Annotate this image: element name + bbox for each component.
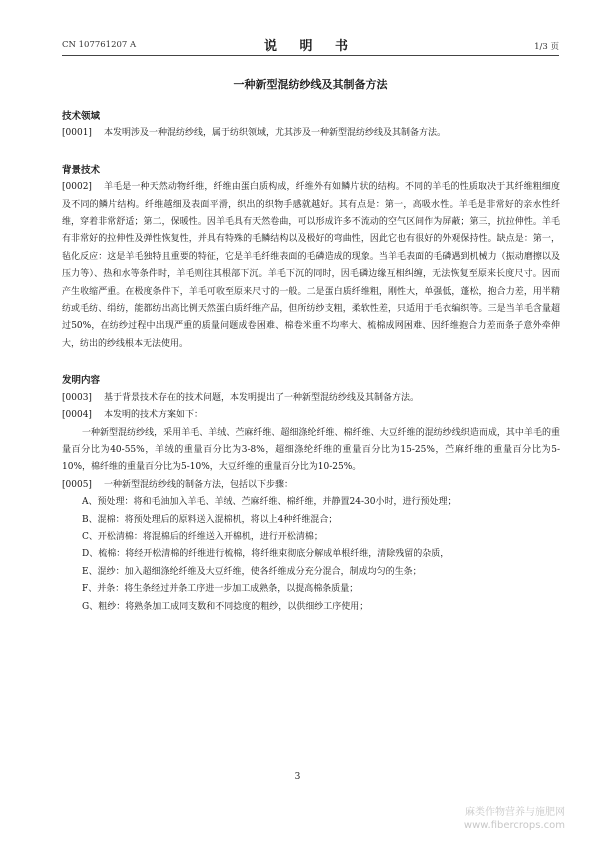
paragraph-number: [0004]	[62, 410, 92, 421]
page-indicator: 1/3 页	[534, 42, 559, 52]
section-heading-background: 背景技术	[62, 164, 101, 176]
paragraph-number: [0005]	[62, 479, 92, 490]
page-number: 3	[294, 772, 301, 782]
paragraph-0003	[62, 390, 560, 407]
paragraph-0004-body: 一种新型混纺纱线，采用羊毛、羊绒、苎麻纤维、超细涤纶纤维、棉纤维、大豆纤维的混纺纱线织造而成，其中羊毛的重量百分比为40-55%，羊绒的重量百分比为3-8%，超细涤纶纤维的重量百分比为15-25%，苎麻纤维的重量百分比为5-10%，棉纤维的重量百分比为5-10%，大豆纤维的重量百分比为10-25%。	[62, 427, 560, 473]
document-title: 一种新型混纺纱线及其制备方法	[233, 78, 388, 91]
patent-number: CN 107761207 A	[62, 40, 137, 50]
paragraph-text: 羊毛是一种天然动物纤维，纤维由蛋白质构成，纤维外有如鳞片状的结构。不同的羊毛的性质取决于其纤维粗细度及不同的鳞片结构。纤维越细及表面平滑，织出的织物手感就越好。其有点是：第一，高吸水性。羊毛是非常好的亲水性纤维，穿着非常舒适；第二，保暖性。因羊毛具有天然卷曲，可以形成许多不流动的空气区间作为屏蔽；第三，抗拉伸性。羊毛有非常好的拉伸性及弹性恢复性，并具有特殊的毛鳞结构以及极好的弯曲性，因此它也有很好的外观保持性。缺点是：第一，毡化反应：这是羊毛独特且重要的特征，它是羊毛纤维表面的毛磷造成的现象。当羊毛表面的毛磷遇到机械力（振动磨擦以及压力等）、热和水等条件时，羊毛则往其根部下沉。羊毛下沉的同时，因毛磷边缘互相纠缠，无法恢复至原来长度尺寸。因而产生收缩严重。在极度条件下，羊毛可收至原来尺寸的一般。二是蛋白质纤维粗，刚性大，单强低，蓬松，抱合力差，用半精纺或毛纺、绢纺，能都纺出高比例天然蛋白质纤维产品，但所纺纱支粗，柔软性差，只适用于毛衣编织等。三是当羊毛含量超过50%，在纺纱过程中出现严重的质量问题成卷困难、棉卷米重不均率大、梳棉成网困难、因纤维抱合力差而条子意外牵伸大，纺出的纱线根本无法使用。	[62, 182, 560, 349]
page-header	[62, 35, 559, 56]
paragraph-0002	[62, 179, 560, 353]
step-f: F、并条：将生条经过并条工序进一步加工成熟条，以提高棉条质量；	[82, 584, 359, 595]
step-d: D、梳棉：将经开松清棉的纤维进行梳棉，将纤维束彻底分解成单根纤维，清除残留的杂质，	[82, 549, 450, 560]
step-c: C、开松清棉：将混棉后的纤维送入开棉机，进行开松清棉；	[82, 531, 323, 542]
step-b: B、混棉：将预处理后的原料送入混棉机，将以上4种纤维混合；	[82, 514, 338, 525]
paragraph-text: 基于背景技术存在的技术问题，本发明提出了一种新型混纺纱线及其制备方法。	[103, 392, 419, 403]
document-body	[62, 108, 560, 616]
paragraph-number: [0003]	[62, 392, 92, 403]
paragraph-0005	[62, 477, 560, 494]
paragraph-text: 一种新型混纺纱线的制备方法，包括以下步骤：	[103, 479, 293, 490]
paragraph-text: 本发明涉及一种混纺纱线，属于纺织领域，尤其涉及一种新型混纺纱线及其制备方法。	[103, 128, 446, 139]
section-heading-technical-field: 技术领域	[62, 111, 101, 122]
paragraph-0001	[62, 125, 560, 142]
paragraph-0004	[62, 407, 560, 424]
paragraph-text: 本发明的技术方案如下：	[103, 410, 203, 421]
step-a: A、预处理：将和毛油加入羊毛、羊绒、苎麻纤维、棉纤维，并静置24-30小时，进行预处理；	[82, 497, 457, 508]
watermark	[464, 806, 565, 832]
watermark-url: www.fibercrops.com	[463, 820, 565, 831]
watermark-site-name: 麻类作物营养与施肥网	[465, 807, 565, 818]
step-g: G、粗纱：将熟条加工成同支数和不同捻度的粗纱，以供细纱工序使用；	[82, 601, 369, 612]
paragraph-number: [0002]	[62, 182, 92, 193]
document-type: 说 明 书	[263, 39, 358, 54]
paragraph-number: [0001]	[62, 128, 92, 139]
step-e: E、混纱：加入超细涤纶纤维及大豆纤维，使各纤维成分充分混合，制成均匀的生条；	[82, 566, 422, 577]
section-heading-invention: 发明内容	[62, 375, 101, 387]
